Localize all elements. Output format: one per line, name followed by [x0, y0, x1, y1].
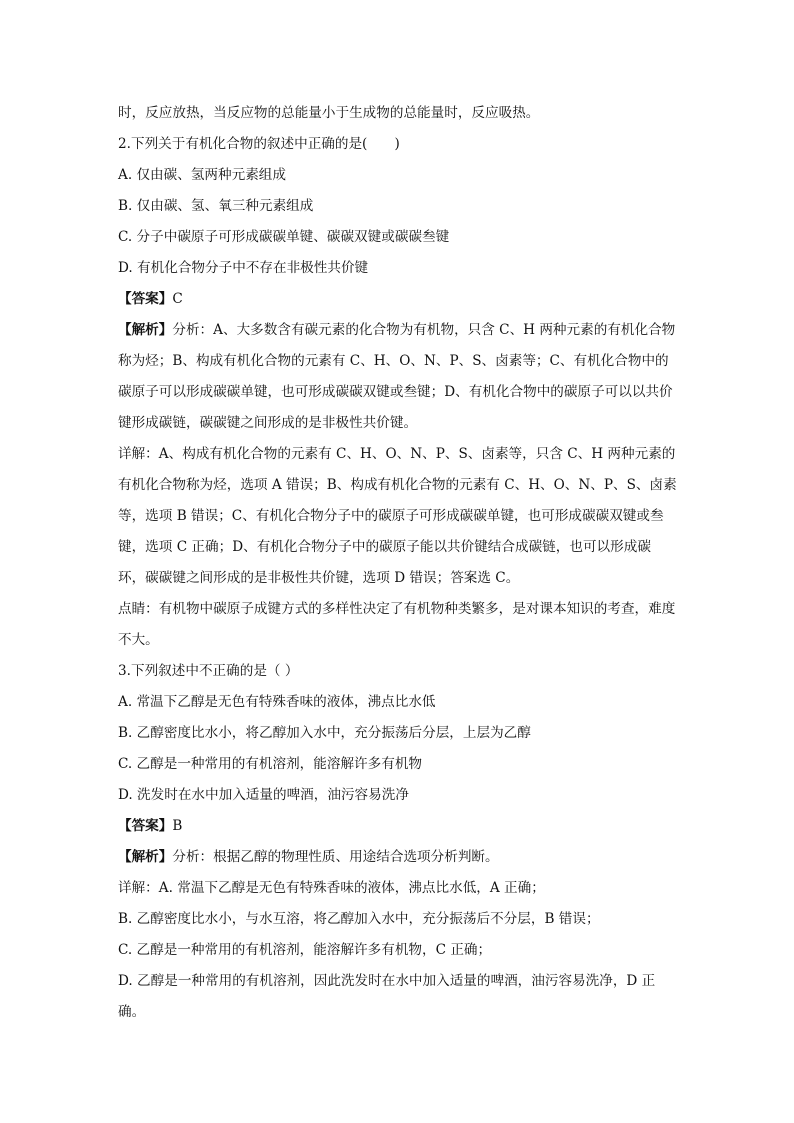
q2-option-b: B. 仅由碳、氢、氧三种元素组成: [118, 198, 314, 214]
q3-stem: 3.下列叙述中不正确的是（ ）: [118, 663, 299, 679]
q3-detail-c: C. 乙醇是一种常用的有机溶剂，能溶解许多有机物，C 正确；: [118, 942, 492, 958]
q2-option-d: D. 有机化合物分子中不存在非极性共价键: [118, 260, 369, 276]
q2-answer: [118, 284, 678, 315]
q3-detail-a: 详解：A. 常温下乙醇是无色有特殊香味的液体，沸点比水低，A 正确；: [118, 880, 545, 896]
analysis-text: 分析：根据乙醇的物理性质、用途结合选项分析判断。: [172, 849, 499, 865]
q3-answer: [118, 811, 678, 842]
answer-label: 【答案】: [118, 291, 173, 307]
q2-analysis: [118, 315, 678, 439]
analysis-label: 【解析】: [118, 849, 173, 865]
q3-option-d: D. 洗发时在水中加入适量的啤酒，油污容易洗净: [118, 787, 409, 803]
q2-comment: 点睛：有机物中碳原子成键方式的多样性决定了有机物种类繁多，是对课本知识的考查，难度不大。: [118, 601, 676, 648]
answer-value: B: [172, 818, 183, 834]
analysis-label: 【解析】: [118, 322, 173, 338]
q2-detail: 详解：A、构成有机化合物的元素有 C、H、O、N、P、S、卤素等，只含 C、H 两种元素的有机化合物称为烃，选项 A 错误；B、构成有机化合物的元素有 C、H、O、N、P、S、卤素等，选项 B 错误；C、有机化合物分子中的碳原子可形成碳碳单键，也可形成碳碳双键或叁键，选项 C 正确；D、有机化合物分子中的碳原子能以共价键结合成碳链，也可以形成碳环，碳碳键之间形成的是非极性共价键，选项 D 错误；答案选 C。: [118, 446, 677, 586]
q3-option-b: B. 乙醇密度比水小，将乙醇加入水中，充分振荡后分层，上层为乙醇: [118, 725, 531, 741]
continued-text: 时，反应放热，当反应物的总能量小于生成物的总能量时，反应吸热。: [118, 105, 540, 121]
answer-value: C: [172, 291, 183, 307]
q2-option-a: A. 仅由碳、氢两种元素组成: [118, 167, 286, 183]
q3-analysis: [118, 842, 678, 873]
analysis-text: 分析：A、大多数含有碳元素的化合物为有机物，只含 C、H 两种元素的有机化合物称为烃；B、构成有机化合物的元素有 C、H、O、N、P、S、卤素等；C、有机化合物中的碳原子可以形成碳碳单键，也可形成碳碳双键或叁键；D、有机化合物中的碳原子可以以共价键形成碳链，碳碳键之间形成的是非极性共价键。: [118, 322, 676, 431]
q3-detail-d: D. 乙醇是一种常用的有机溶剂，因此洗发时在水中加入适量的啤酒，油污容易洗净，D 正确。: [118, 973, 656, 1020]
q3-detail-b: B. 乙醇密度比水小，与水互溶，将乙醇加入水中，充分振荡后不分层，B 错误；: [118, 911, 600, 927]
answer-label: 【答案】: [118, 818, 173, 834]
q2-stem: 2.下列关于有机化合物的叙述中正确的是( ): [118, 136, 400, 152]
q3-option-c: C. 乙醇是一种常用的有机溶剂，能溶解许多有机物: [118, 756, 423, 772]
q3-option-a: A. 常温下乙醇是无色有特殊香味的液体，沸点比水低: [118, 694, 436, 710]
document-page: [118, 98, 678, 1028]
q2-option-c: C. 分子中碳原子可形成碳碳单键、碳碳双键或碳碳叁键: [118, 229, 450, 245]
